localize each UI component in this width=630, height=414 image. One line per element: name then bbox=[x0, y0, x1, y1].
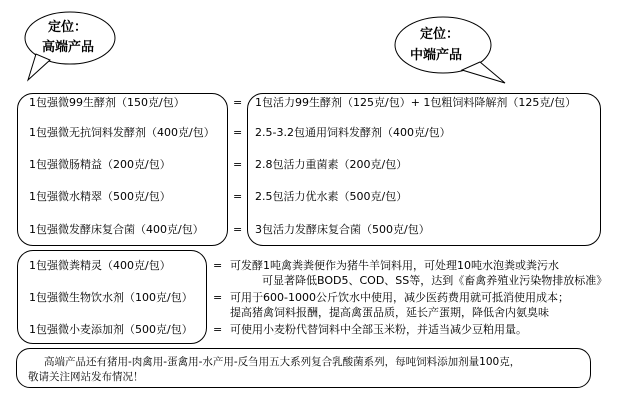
equals-sign: = bbox=[233, 190, 243, 203]
high-product-3: 1包强微肠精益（200克/包） bbox=[29, 158, 171, 171]
mid-product-4: 2.5包活力优水素（500克/包） bbox=[255, 190, 408, 203]
right-cloud-label-2: 中端产品 bbox=[410, 48, 463, 63]
high-product-4: 1包强微水精翠（500克/包） bbox=[29, 190, 171, 203]
mid-product-3: 2.8包活力重菌素（200克/包） bbox=[255, 158, 408, 171]
high-product-5: 1包强微发酵床复合菌（400克/包） bbox=[29, 223, 204, 236]
extra-desc-1b: 可显著降低BOD5、COD、SS等，达到《畜禽养殖业污染物排放标准》 bbox=[262, 274, 608, 287]
equals-sign: = bbox=[233, 96, 243, 109]
high-product-1: 1包强微99生酵剂（150克/包） bbox=[29, 96, 185, 109]
footer-line-1: 高端产品还有猪用-肉禽用-蛋禽用-水产用-反刍用五大系列复合乳酸菌系列，每吨饲料添加剂量100克， bbox=[44, 356, 521, 368]
left-cloud-label-1: 定位： bbox=[48, 20, 88, 35]
extra-desc-1a: 可发酵1吨禽粪粪便作为猪牛羊饲料用，可处理10吨水泡粪或粪污水 bbox=[230, 259, 559, 272]
high-product-2: 1包强微无抗饲料发酵剂（400克/包） bbox=[29, 126, 215, 139]
mid-product-2: 2.5-3.2包通用饲料发酵剂（400克/包） bbox=[255, 126, 451, 139]
extra-desc-3a: 可使用小麦粉代替饲料中全部玉米粉，并适当减少豆粕用量。 bbox=[230, 323, 527, 336]
equals-sign: = bbox=[213, 291, 223, 304]
right-cloud-label-1: 定位： bbox=[420, 27, 460, 42]
mid-product-5: 3包活力发酵床复合菌（500克/包） bbox=[255, 223, 430, 236]
extra-desc-2b: 提高猪禽饲料报酬，提高禽蛋品质，延长产蛋期，降低舍内氨臭味 bbox=[230, 306, 549, 319]
extra-product-2: 1包强微生物饮水剂（100克/包） bbox=[29, 291, 193, 304]
extra-product-3: 1包强微小麦添加剂（500克/包） bbox=[29, 323, 193, 336]
equals-sign: = bbox=[213, 259, 223, 272]
left-cloud-label-2: 高端产品 bbox=[42, 40, 95, 55]
equals-sign: = bbox=[233, 158, 243, 171]
equals-sign: = bbox=[213, 323, 223, 336]
extra-desc-2a: 可用于600-1000公斤饮水中使用，减少医药费用就可抵消使用成本； bbox=[230, 291, 569, 304]
equals-sign: = bbox=[233, 126, 243, 139]
extra-product-1: 1包强微粪精灵（400克/包） bbox=[29, 259, 171, 272]
footer-line-2: 敬请关注网站发布情况！ bbox=[28, 371, 144, 383]
equals-sign: = bbox=[233, 223, 243, 236]
mid-product-1: 1包活力99生酵剂（125克/包）+ 1包粗饲料降解剂（125克/包） bbox=[255, 96, 577, 109]
